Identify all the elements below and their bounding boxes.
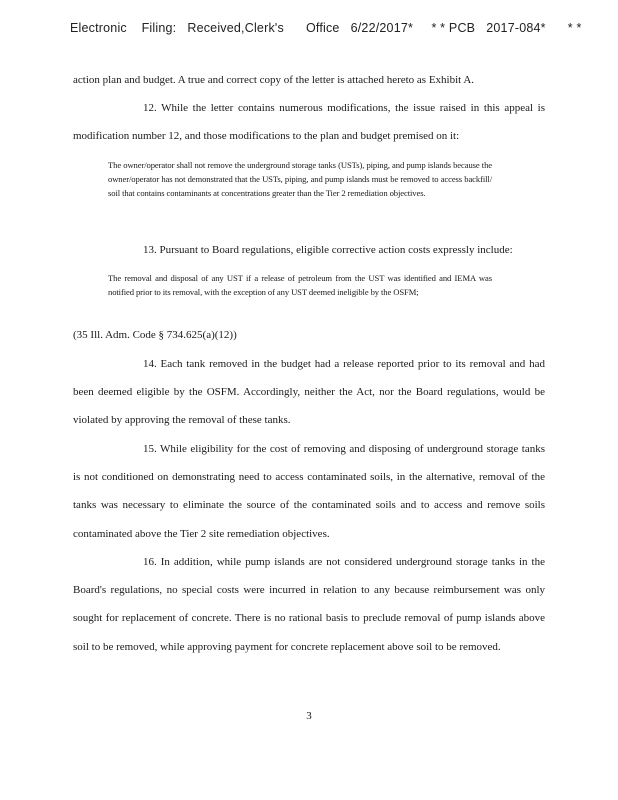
paragraph-15-block bbox=[73, 435, 545, 548]
paragraph-continuation: action plan and budget. A true and correct copy of the letter is attached hereto as Exhibit A. bbox=[73, 74, 475, 86]
filing-header: Electronic Filing: Received,Clerk's Office 6/22/2017* * * PCB 2017-084* * * bbox=[70, 21, 582, 35]
paragraph-16-block bbox=[73, 548, 545, 661]
regulation-citation: (35 Ill. Adm. Code § 734.625(a)(12)) bbox=[73, 329, 237, 341]
paragraph-15: 15. While eligibility for the cost of removing and disposing of underground storage tanks is not conditioned on demonstrating need to access contaminated soils, in the alternative, removal of the tanks was necessary to eliminate the source of the contaminated soils and to access and remove soils contaminated above the Tier 2 site remediation objectives. bbox=[73, 443, 545, 540]
paragraph-12-block bbox=[73, 94, 545, 150]
continuation-block bbox=[73, 66, 545, 94]
page-number: 3 bbox=[306, 710, 312, 722]
paragraph-14-block bbox=[73, 350, 545, 435]
paragraph-13-block bbox=[73, 236, 545, 264]
paragraph-12: 12. While the letter contains numerous modifications, the issue raised in this appeal is modification number 12, and those modifications to the plan and budget premised on it: bbox=[73, 102, 545, 143]
paragraph-13: 13. Pursuant to Board regulations, eligible corrective action costs expressly include: bbox=[143, 244, 513, 256]
block-quote-regulation: The removal and disposal of any UST if a release of petroleum from the UST was identified and IEMA was notified prior to its removal, with the exception of any UST deemed ineligible by the OSFM; bbox=[108, 273, 492, 298]
block-quote-modification-12: The owner/operator shall not remove the underground storage tanks (USTs), piping, and pump islands because the owner/operator has not demonstrated that the USTs, piping, and pump islands must be removed to access backfill/ soil that contains contaminants at concentrations greater than the Tier 2 remediation objectives. bbox=[108, 160, 492, 199]
paragraph-14: 14. Each tank removed in the budget had a release reported prior to its removal and had been deemed eligible by the OSFM. Accordingly, neither the Act, nor the Board regulations, would be violated by approving the removal of these tanks. bbox=[73, 358, 545, 427]
citation-block bbox=[73, 321, 545, 349]
paragraph-16: 16. In addition, while pump islands are not considered underground storage tanks in the Board's regulations, no special costs were incurred in relation to any because reimbursement was only sought for replacement of concrete. There is no rational basis to preclude removal of pump islands above soil to be removed, while approving payment for concrete replacement above soil to be removed. bbox=[73, 556, 545, 653]
